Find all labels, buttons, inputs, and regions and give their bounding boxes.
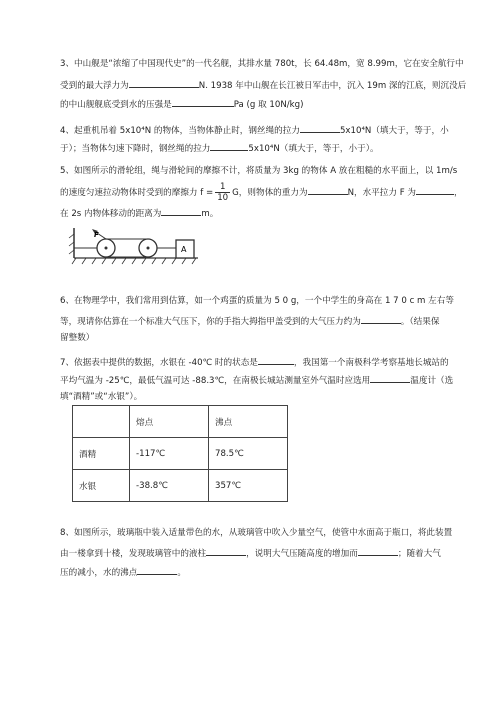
q8-line-3: [60, 565, 186, 579]
q5-line-1: 5、如图所示的滑轮组，绳与滑轮间的摩擦不计，将质量为 3kg 的物体 A 放在粗糙的水平面上，以 1m/s: [60, 166, 458, 176]
answer-blank[interactable]: [370, 373, 410, 383]
q5-text: m。: [201, 209, 219, 219]
table-cell: 78.5℃: [209, 438, 288, 470]
q7-text: 7、依据表中提供的数据，水银在 -40℃ 时的状态是: [60, 358, 258, 368]
answer-blank[interactable]: [206, 546, 246, 556]
table-cell: 水银: [73, 470, 130, 502]
q6-line-2: [60, 314, 439, 328]
q4-text: 4、起重机吊着 5x10⁴N 的物体，当物体静止时，钢丝绳的拉力: [60, 126, 300, 136]
fraction-denominator: 10: [217, 193, 229, 203]
q4-line-2: [60, 141, 379, 155]
q5-line-2: [60, 182, 463, 203]
answer-blank[interactable]: [129, 78, 199, 88]
q7-line-1: [60, 355, 449, 369]
q4-text: 于）；当物体匀速下降时，钢丝绳的拉力: [60, 144, 211, 154]
q4-text: 5x10⁴N（填大于，等于，小: [339, 126, 449, 136]
q3-text: Pa (g 取 10N/kg): [233, 100, 304, 110]
answer-blank[interactable]: [161, 206, 201, 216]
q8-text: ；随着大气: [397, 549, 441, 559]
q6-line-3: 留整数）: [60, 333, 95, 343]
q8-text: 压的减小，水的沸点: [60, 568, 138, 578]
q7-line-2: [60, 373, 453, 387]
table-header-cell: [73, 406, 130, 438]
q8-line-1: 8、如图所示，玻璃瓶中装入适量带色的水，从玻璃管中吹入少量空气，使管中水面高于瓶口，将此装置: [60, 528, 453, 538]
q7-text: ，我国第一个南极科学考察基地长城站的: [293, 358, 449, 368]
q5-text: N，水平拉力 F 为: [347, 188, 416, 198]
q6-text: 等，现请你估算在一个标准大气压下，你的手指大拇指甲盖受到的大气压力约为: [60, 317, 361, 327]
table-cell: -117℃: [130, 438, 209, 470]
table-header-cell: 沸点: [209, 406, 288, 438]
q5-text: ，: [453, 188, 463, 198]
q8-text: 由一楼拿到十楼，发现玻璃管中的液柱: [60, 549, 207, 559]
pulley-figure: [68, 228, 200, 268]
pulley-left-axle: [105, 247, 108, 250]
q6-line-1: 6、在物理学中，我们常用到估算，如一个鸡蛋的质量为 5 0 g，一个中学生的身高在 1 7 0 c m 左右等: [60, 296, 454, 306]
q8-text: 。: [177, 568, 186, 578]
answer-blank[interactable]: [137, 565, 177, 575]
fraction: [215, 182, 230, 203]
q5-text: 在 2s 内物体移动的距离为: [60, 209, 162, 219]
answer-blank[interactable]: [358, 546, 398, 556]
q3-line-1: 3、中山舰是“浓缩了中国现代史”的一代名舰，其排水量 780t，长 64.48m，宽 8.99m，它在安全航行中: [60, 59, 464, 69]
data-table: [72, 405, 288, 502]
q6-text: 。（结果保: [400, 317, 440, 327]
q7-text: 温度计（选: [410, 376, 454, 386]
table-header-row: [73, 406, 288, 438]
table-row: [73, 438, 288, 470]
q3-line-2: [60, 78, 466, 92]
q8-line-2: [60, 546, 441, 560]
table-cell: 357℃: [209, 470, 288, 502]
block-a-label: A: [181, 245, 187, 254]
q7-text: 平均气温为 -25℃，最低气温可达 -88.3℃，在南极长城站测量室外气温时应选用: [60, 376, 371, 386]
q8-text: ，说明大气压随高度的增加而: [246, 549, 358, 559]
q5-line-3: [60, 206, 218, 220]
pulley-right-axle: [147, 247, 150, 250]
force-label: F: [94, 231, 99, 239]
table-cell: -38.8℃: [130, 470, 209, 502]
table-header-cell: 熔点: [130, 406, 209, 438]
answer-blank[interactable]: [258, 355, 294, 365]
q7-line-3: 填“酒精”或“水银”）。: [60, 392, 143, 402]
fraction-numerator: 1: [215, 182, 230, 193]
table-row: [73, 470, 288, 502]
q4-text: 5x10⁴N（填大于，等于，小于）。: [248, 144, 379, 154]
q3-text: 受到的最大浮力为: [60, 81, 129, 91]
answer-blank[interactable]: [308, 185, 348, 195]
answer-blank[interactable]: [416, 185, 454, 195]
q5-text: G，则物体的重力为: [232, 188, 308, 198]
q3-text: 的中山舰舰底受到水的压强是: [60, 100, 172, 110]
answer-blank[interactable]: [300, 123, 340, 133]
answer-blank[interactable]: [210, 141, 248, 151]
table-cell: 酒精: [73, 438, 130, 470]
q4-line-1: [60, 123, 449, 137]
q3-line-3: [60, 97, 303, 111]
answer-blank[interactable]: [361, 314, 401, 324]
answer-blank[interactable]: [172, 97, 234, 107]
q5-text: 的速度匀速拉动物体时受到的摩擦力 f =: [60, 188, 214, 198]
q3-text: N. 1938 年中山舰在长江被日军击中，沉入 19m 深的江底，则沉没后: [198, 81, 467, 91]
